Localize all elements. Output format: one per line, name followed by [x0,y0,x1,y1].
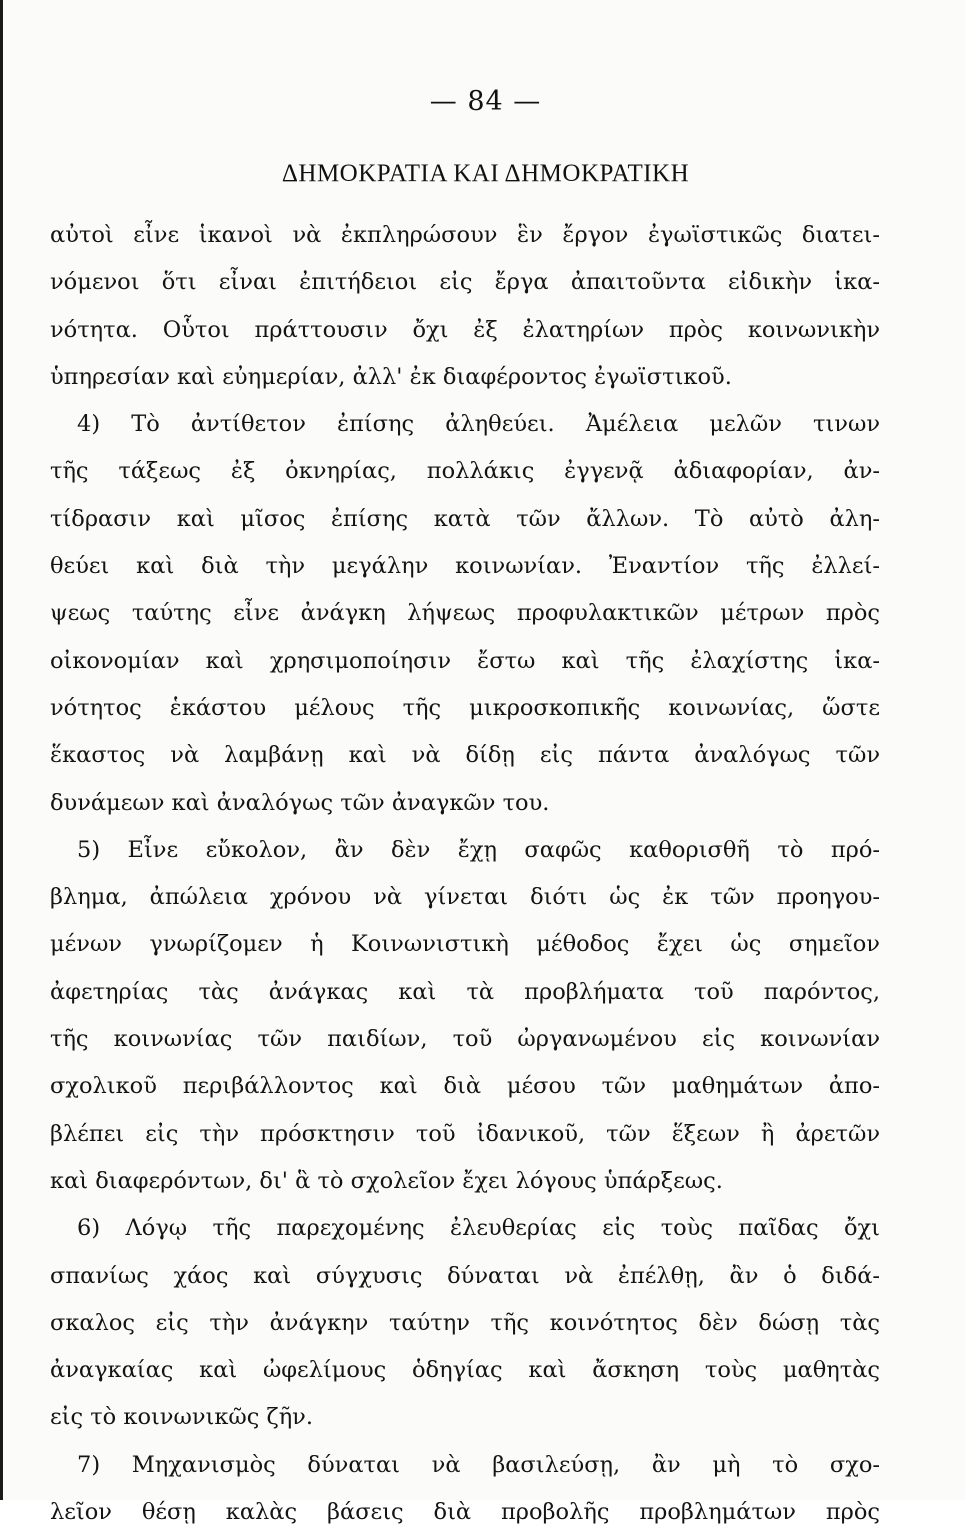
text-line: οἰκονομίαν καὶ χρησιμοποίησιν ἔστω καὶ τῆς ἐλαχίστης ἱκα- [50,647,880,674]
text-line: εἰς τὸ κοινωνικῶς ζῆν. [50,1404,314,1431]
text-line: 7) Μηχανισμὸς δύναται νὰ βασιλεύσῃ, ἂν μὴ τὸ σχο- [77,1451,880,1478]
text-line: καὶ διαφερόντων, δι' ἃ τὸ σχολεῖον ἔχει λόγους ὑπάρξεως. [50,1167,723,1194]
text-line: λεῖον θέσῃ καλὰς βάσεις διὰ προβολῆς προβλημάτων πρὸς [50,1499,880,1526]
text-line: ψεως ταύτης εἶνε ἀνάγκη λήψεως προφυλακτικῶν μέτρων πρὸς [50,600,880,627]
text-line: 4) Τὸ ἀντίθετον ἐπίσης ἀληθεύει. Ἀμέλεια μελῶν τινων [77,411,880,438]
text-line: νόμενοι ὅτι εἶναι ἐπιτήδειοι εἰς ἔργα ἀπαιτοῦντα εἰδικὴν ἱκα- [50,269,880,296]
page-number: — 84 — [429,86,542,117]
text-line: νότητα. Οὗτοι πράττουσιν ὄχι ἐξ ἐλατηρίων πρὸς κοινωνικὴν [50,316,880,343]
text-line: δυνάμεων καὶ ἀναλόγως τῶν ἀναγκῶν του. [50,789,550,816]
text-line: ἕκαστος νὰ λαμβάνῃ καὶ νὰ δίδῃ εἰς πάντα ἀναλόγως τῶν [50,742,880,769]
text-line: σπανίως χάος καὶ σύγχυσις δύναται νὰ ἐπέλθῃ, ἂν ὁ διδά- [50,1262,880,1289]
text-line: 6) Λόγῳ τῆς παρεχομένης ἐλευθερίας εἰς τοὺς παῖδας ὄχι [77,1215,880,1242]
text-line: ὑπηρεσίαν καὶ εὐημερίαν, ἀλλ' ἐκ διαφέροντος ἐγωϊστικοῦ. [50,363,732,390]
text-line: βλημα, ἀπώλεια χρόνου νὰ γίνεται διότι ὡς ἐκ τῶν προηγου- [50,884,880,911]
text-line: τῆς τάξεως ἐξ ὀκνηρίας, πολλάκις ἐγγενᾷ ἀδιαφορίαν, ἀν- [50,458,880,485]
text-line: μένων γνωρίζομεν ἡ Κοινωνιστικὴ μέθοδος ἔχει ὡς σημεῖον [50,931,880,958]
text-line: σχολικοῦ περιβάλλοντος καὶ διὰ μέσου τῶν μαθημάτων ἀπο- [50,1073,880,1100]
text-line: ἀφετηρίας τὰς ἀνάγκας καὶ τὰ προβλήματα τοῦ παρόντος, [50,978,880,1005]
text-line: ἀναγκαίας καὶ ὠφελίμους ὁδηγίας καὶ ἄσκηση τοὺς μαθητὰς [50,1357,880,1384]
text-line: νότητος ἑκάστου μέλους τῆς μικροσκοπικῆς κοινωνίας, ὥστε [50,694,880,721]
text-line: σκαλος εἰς τὴν ἀνάγκην ταύτην τῆς κοινότητος δὲν δώσῃ τὰς [50,1309,880,1336]
text-line: θεύει καὶ διὰ τὴν μεγάλην κοινωνίαν. Ἐναντίον τῆς ἐλλεί- [50,553,880,580]
text-line: βλέπει εἰς τὴν πρόσκτησιν τοῦ ἰδανικοῦ, τῶν ἕξεων ἢ ἀρετῶν [50,1120,880,1147]
text-line: 5) Εἶνε εὔκολον, ἂν δὲν ἔχῃ σαφῶς καθορισθῆ τὸ πρό- [77,836,880,863]
running-head: ΔΗΜΟΚΡΑΤΙΑ ΚΑΙ ΔΗΜΟΚΡΑΤΙΚΗ [281,160,690,187]
text-line: αὐτοὶ εἶνε ἱκανοὶ νὰ ἐκπληρώσουν ἓν ἔργον ἐγωϊστικῶς διατει- [50,222,880,248]
text-line: τίδρασιν καὶ μῖσος ἐπίσης κατὰ τῶν ἄλλων. Τὸ αὐτὸ ἀλη- [50,505,880,532]
text-line: τῆς κοινωνίας τῶν παιδίων, τοῦ ὠργανωμένου εἰς κοινωνίαν [50,1026,880,1053]
body-text [50,212,880,1536]
